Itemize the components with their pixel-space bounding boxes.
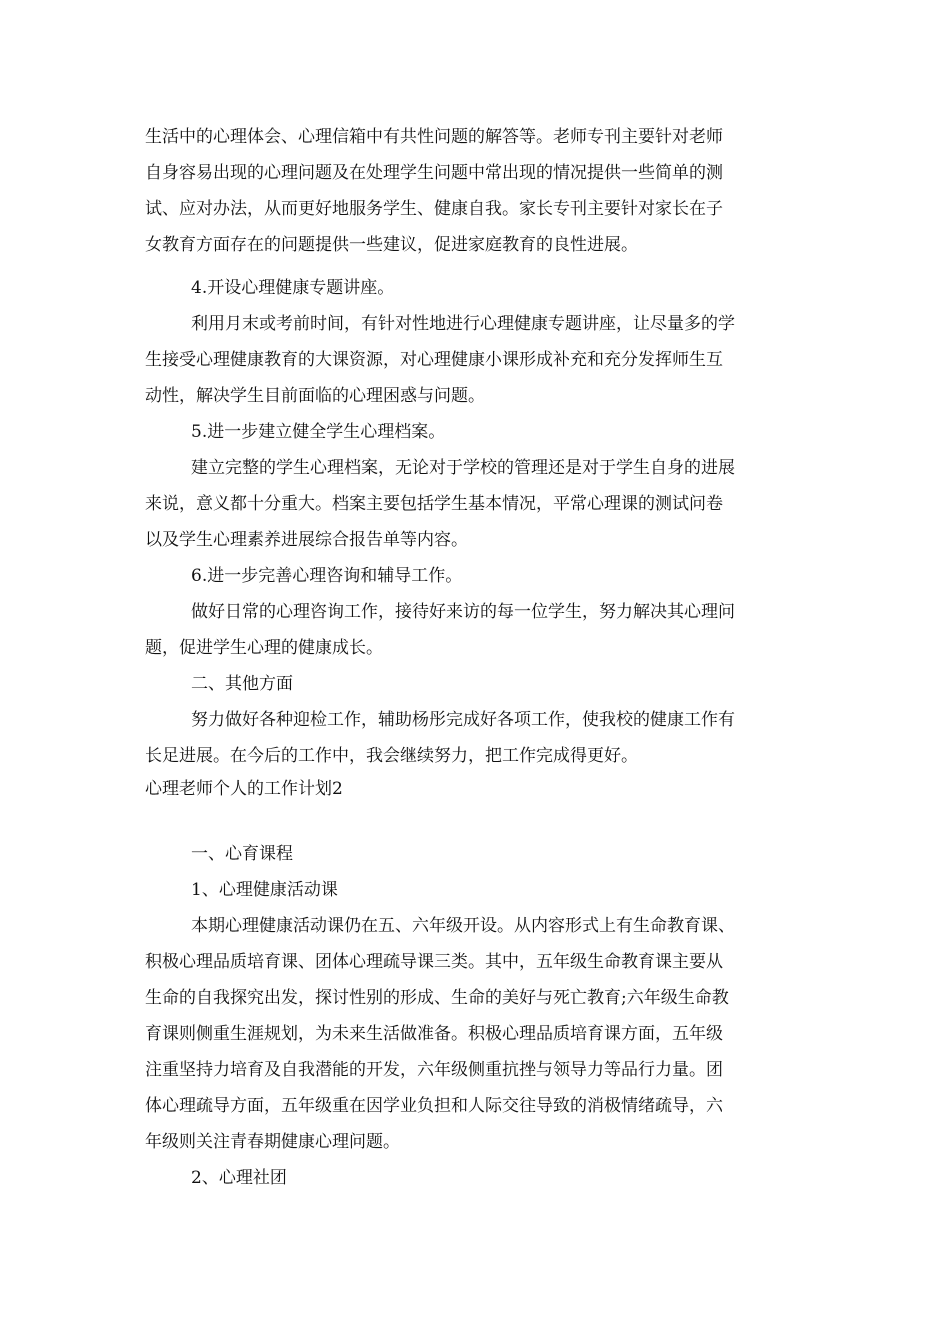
text-line: 年级则关注青春期健康心理问题。 bbox=[145, 1132, 400, 1152]
text-line: 做好日常的心理咨询工作，接待好来访的每一位学生，努力解决其心理问 bbox=[191, 602, 735, 622]
text-line: 育课则侧重生涯规划，为未来生活做准备。积极心理品质培育课方面，五年级 bbox=[145, 1024, 723, 1044]
text-line: 4.开设心理健康专题讲座。 bbox=[191, 278, 395, 298]
text-line: 试、应对办法，从而更好地服务学生、健康自我。家长专刊主要针对家长在子 bbox=[145, 199, 723, 219]
text-line: 一、心育课程 bbox=[191, 844, 293, 864]
text-line: 6.进一步完善心理咨询和辅导工作。 bbox=[191, 566, 463, 586]
text-line: 生命的自我探究出发，探讨性别的形成、生命的美好与死亡教育;六年级生命教 bbox=[145, 988, 729, 1008]
text-line: 长足进展。在今后的工作中，我会继续努力，把工作完成得更好。 bbox=[145, 746, 638, 766]
text-line: 生接受心理健康教育的大课资源，对心理健康小课形成补充和充分发挥师生互 bbox=[145, 350, 723, 370]
text-line: 动性，解决学生目前面临的心理困惑与问题。 bbox=[145, 386, 485, 406]
text-line: 女教育方面存在的问题提供一些建议，促进家庭教育的良性进展。 bbox=[145, 235, 638, 255]
text-line: 二、其他方面 bbox=[191, 674, 293, 694]
text-line: 建立完整的学生心理档案，无论对于学校的管理还是对于学生自身的进展 bbox=[191, 458, 735, 478]
text-line: 利用月末或考前时间，有针对性地进行心理健康专题讲座，让尽量多的学 bbox=[191, 314, 735, 334]
text-line: 题，促进学生心理的健康成长。 bbox=[145, 638, 383, 658]
text-line: 积极心理品质培育课、团体心理疏导课三类。其中，五年级生命教育课主要从 bbox=[145, 952, 723, 972]
text-line: 2、心理社团 bbox=[191, 1168, 287, 1188]
text-line: 5.进一步建立健全学生心理档案。 bbox=[191, 422, 446, 442]
text-line: 生活中的心理体会、心理信箱中有共性问题的解答等。老师专刊主要针对老师 bbox=[145, 127, 723, 147]
text-line: 本期心理健康活动课仍在五、六年级开设。从内容形式上有生命教育课、 bbox=[191, 916, 735, 936]
text-line: 努力做好各种迎检工作，辅助杨彤完成好各项工作，使我校的健康工作有 bbox=[191, 710, 735, 730]
text-line: 注重坚持力培育及自我潜能的开发，六年级侧重抗挫与领导力等品行力量。团 bbox=[145, 1060, 723, 1080]
text-line: 1、心理健康活动课 bbox=[191, 880, 338, 900]
text-line: 来说，意义都十分重大。档案主要包括学生基本情况，平常心理课的测试问卷 bbox=[145, 494, 723, 514]
text-line: 体心理疏导方面，五年级重在因学业负担和人际交往导致的消极情绪疏导，六 bbox=[145, 1096, 723, 1116]
text-line: 心理老师个人的工作计划2 bbox=[145, 779, 343, 799]
text-line: 以及学生心理素养进展综合报告单等内容。 bbox=[145, 530, 468, 550]
text-line: 自身容易出现的心理问题及在处理学生问题中常出现的情况提供一些简单的测 bbox=[145, 163, 723, 183]
